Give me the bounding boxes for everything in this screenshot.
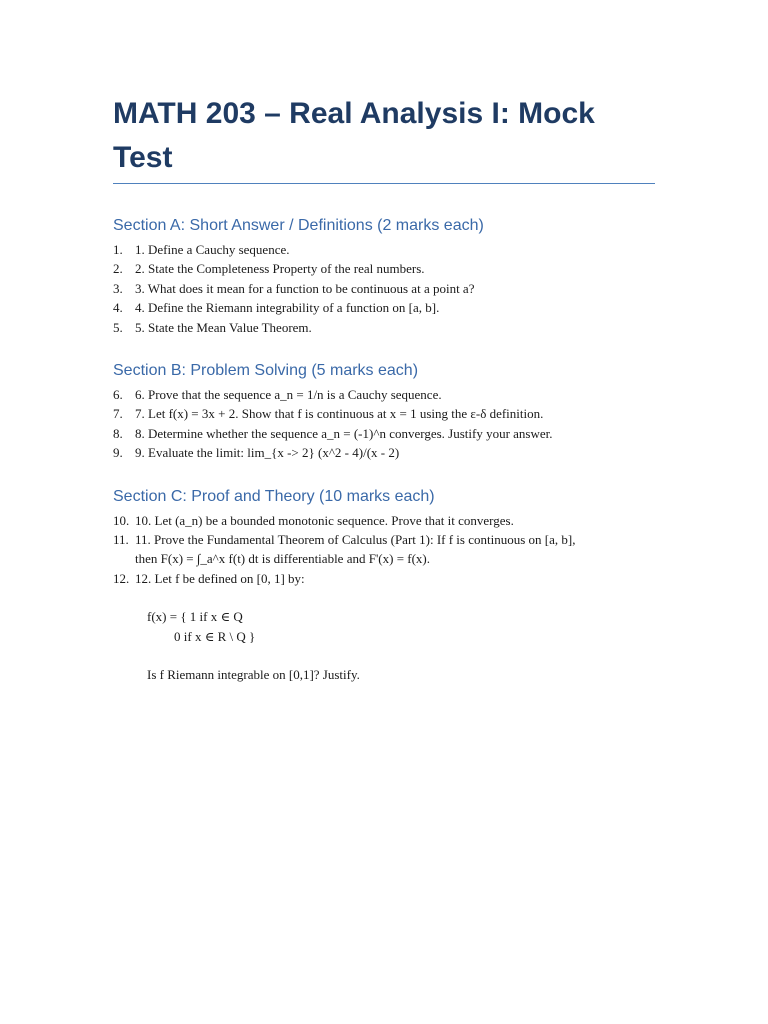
list-item xyxy=(113,240,655,259)
item-number: 12. xyxy=(113,570,130,586)
item-text: 10. Let (a_n) be a bounded monotonic sequence. Prove that it converges. xyxy=(135,512,514,528)
document-page xyxy=(113,92,655,685)
section-c-list xyxy=(113,511,655,685)
item-text: 7. Let f(x) = 3x + 2. Show that f is continuous at x = 1 using the ε-δ definition. xyxy=(135,406,544,422)
page-title: MATH 203 – Real Analysis I: Mock Test xyxy=(113,92,655,184)
item-number: 7. xyxy=(113,406,123,422)
item-number: 1. xyxy=(113,242,123,257)
item-text: 6. Prove that the sequence a_n = 1/n is a Cauchy sequence. xyxy=(135,387,442,403)
section-c-heading: Section C: Proof and Theory (10 marks each) xyxy=(113,487,435,505)
list-item xyxy=(113,424,655,443)
section-b-list xyxy=(113,385,655,463)
item-text: 8. Determine whether the sequence a_n = (-1)^n converges. Justify your answer. xyxy=(135,425,553,441)
item-text: 1. Define a Cauchy sequence. xyxy=(135,242,290,257)
section-a-heading: Section A: Short Answer / Definitions (2 marks each) xyxy=(113,217,484,234)
item-text-continuation: then F(x) = ∫_a^x f(t) dt is differentiable and F'(x) = f(x). xyxy=(135,551,431,567)
item-number: 3. xyxy=(113,280,123,296)
item-text: 9. Evaluate the limit: lim_{x -> 2} (x^2 - 4)/(x - 2) xyxy=(135,445,400,461)
item-number: 5. xyxy=(113,319,123,335)
list-item xyxy=(113,511,655,530)
item-number: 11. xyxy=(113,532,129,548)
section-b-heading: Section B: Problem Solving (5 marks each) xyxy=(113,362,419,380)
item-text: 4. Define the Riemann integrability of a function on [a, b]. xyxy=(135,300,440,316)
list-item xyxy=(113,385,655,404)
item-text: 3. What does it mean for a function to be continuous at a point a? xyxy=(135,280,475,296)
list-item xyxy=(113,259,655,278)
list-item xyxy=(113,404,655,423)
formula-line: f(x) = { 1 if x ∈ Q xyxy=(147,609,243,625)
list-item xyxy=(113,318,655,337)
item-question: Is f Riemann integrable on [0,1]? Justify. xyxy=(147,667,360,683)
list-item xyxy=(113,298,655,317)
piecewise-formula xyxy=(135,607,655,646)
list-item xyxy=(113,569,655,685)
item-number: 4. xyxy=(113,300,123,316)
list-item xyxy=(113,279,655,298)
item-text: 11. Prove the Fundamental Theorem of Calculus (Part 1): If f is continuous on [a, b], xyxy=(135,532,576,548)
list-item xyxy=(113,530,655,569)
list-item xyxy=(113,443,655,462)
formula-line: 0 if x ∈ R \ Q } xyxy=(174,628,256,644)
item-text: 12. Let f be defined on [0, 1] by: xyxy=(135,570,305,586)
item-number: 2. xyxy=(113,261,123,277)
item-text: 5. State the Mean Value Theorem. xyxy=(135,319,312,335)
item-text: 2. State the Completeness Property of the real numbers. xyxy=(135,261,425,277)
item-number: 8. xyxy=(113,425,123,441)
item-number: 10. xyxy=(113,512,130,528)
section-a-list xyxy=(113,240,655,337)
item-number: 6. xyxy=(113,387,123,403)
item-number: 9. xyxy=(113,445,123,461)
